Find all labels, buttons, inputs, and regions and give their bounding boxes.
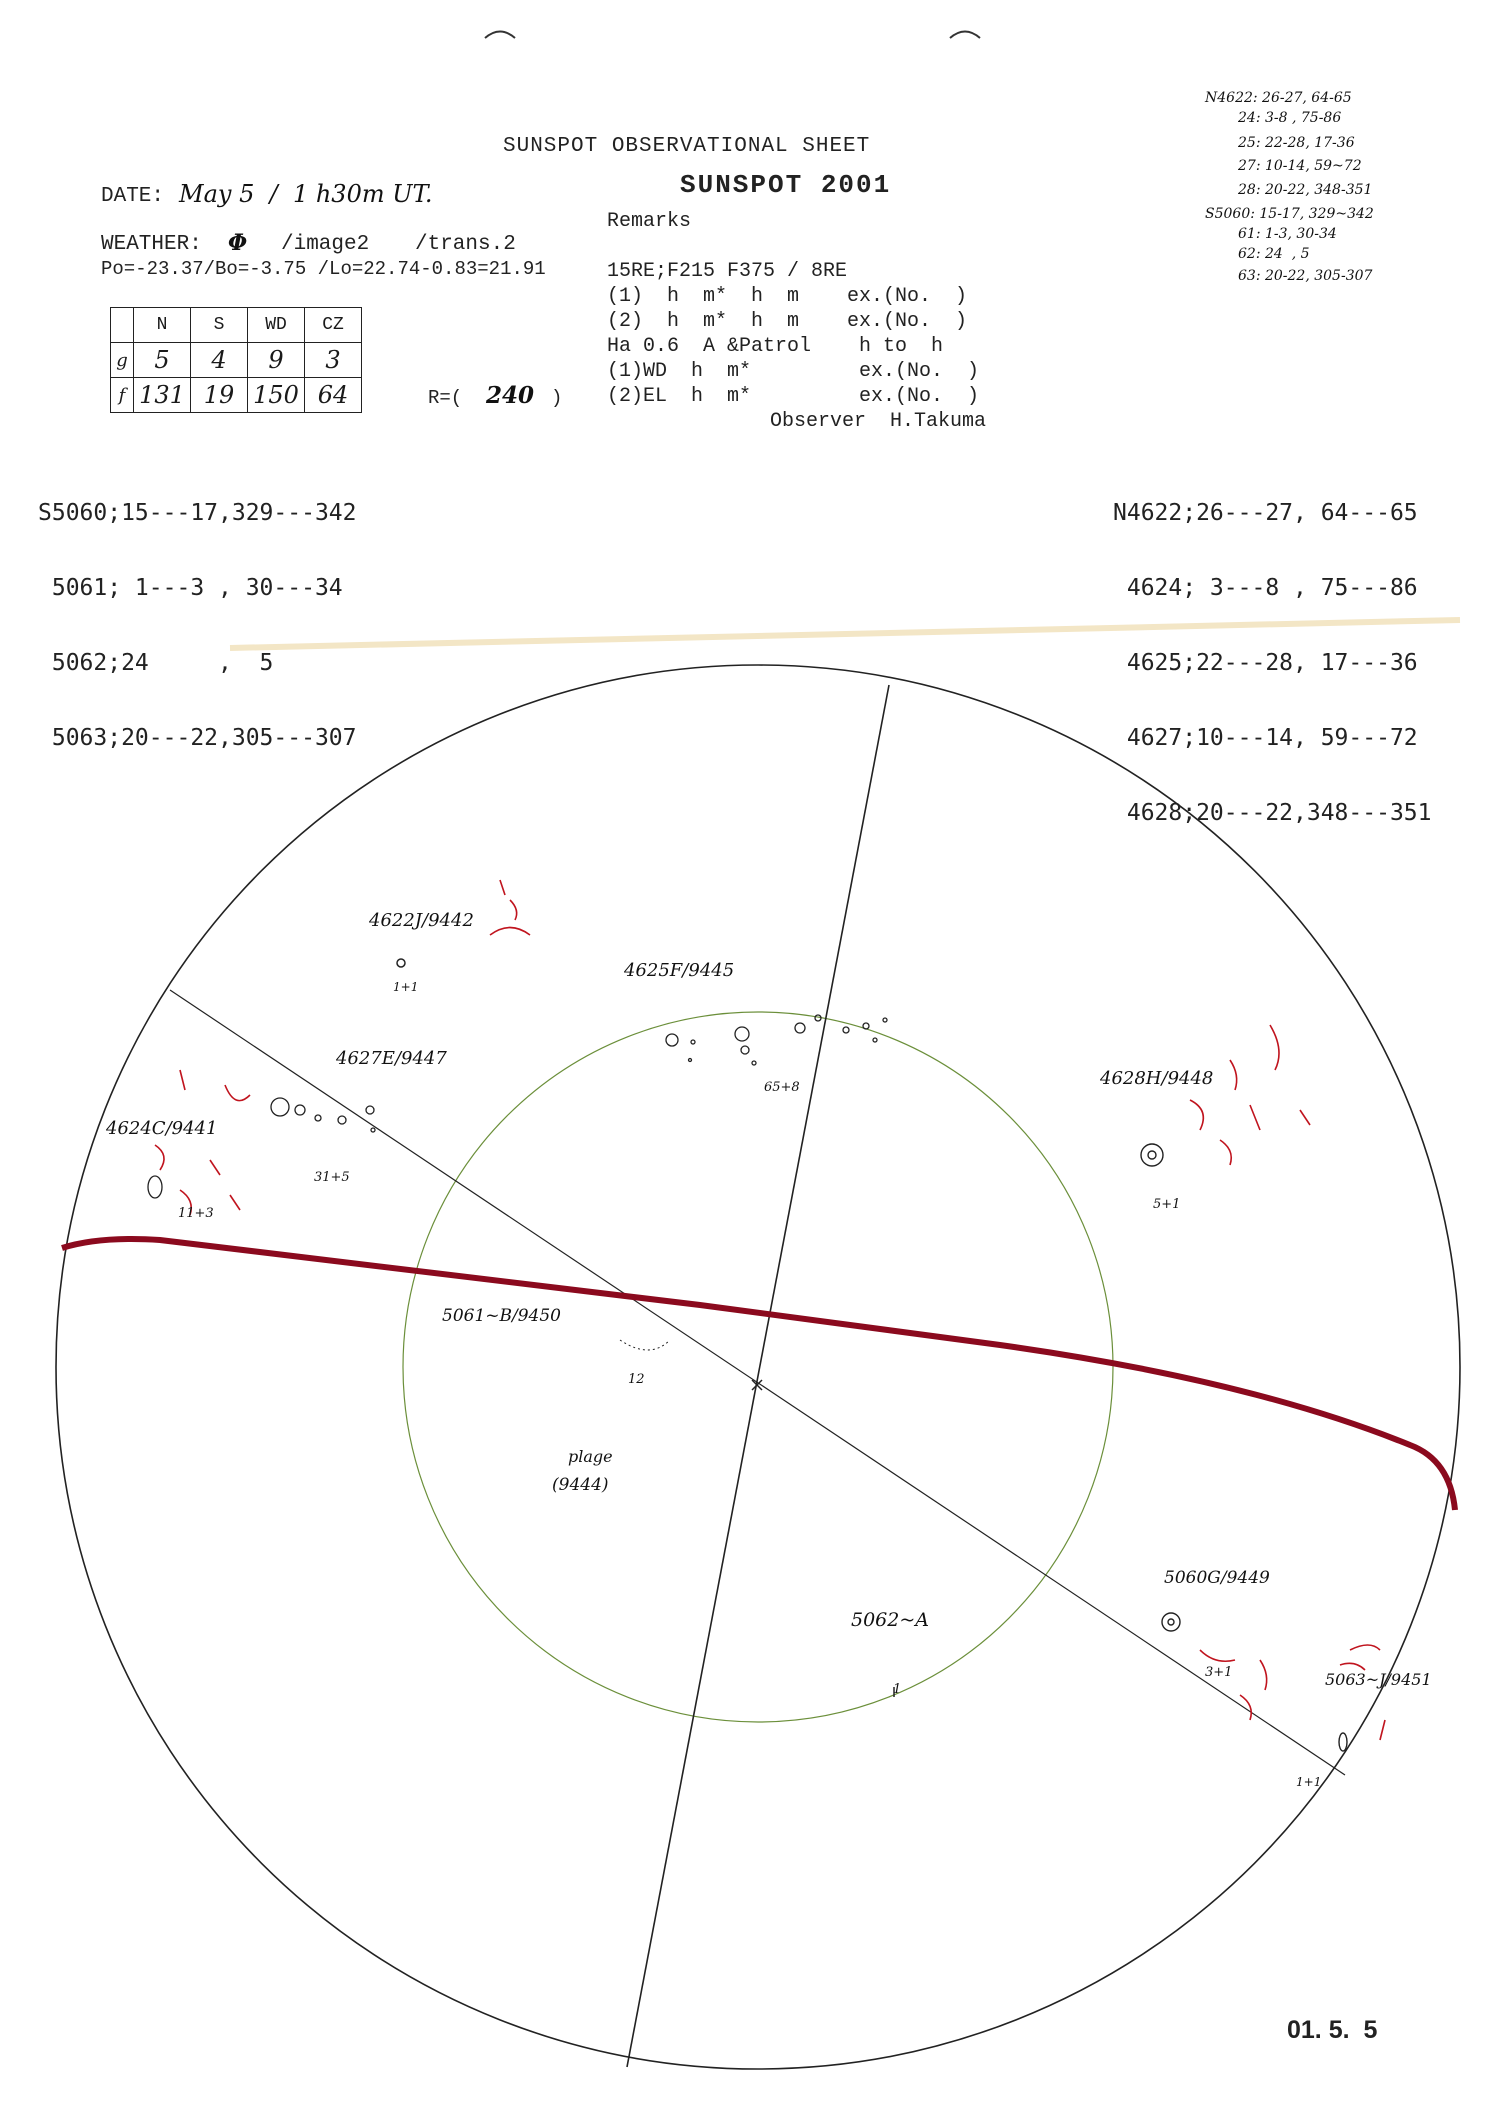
handwritten-note: 28: 20-22, 348-351 [1238,182,1373,198]
plage-label: plage [568,1447,613,1466]
binder-mark [485,32,515,39]
polar-axis [627,685,889,2067]
group-count-5060g: 3+1 [1205,1665,1233,1680]
handwritten-note: S5060: 15-17, 329~342 [1205,206,1374,222]
list-item: 5062;24 , 5 [38,650,274,676]
handwritten-note: 27: 10-14, 59~72 [1238,158,1362,174]
group-label-4625f: 4625F/9445 [624,960,735,981]
list-item: S5060;15---17,329---342 [38,500,357,526]
group-count-5062a: 1 [893,1682,902,1697]
col-header-wd: WD [248,308,305,343]
group-label-4622j: 4622J/9442 [369,910,474,931]
group-count-4624c: 11+3 [178,1206,214,1221]
remarks-line: 15RE;F215 F375 / 8RE [607,260,848,283]
group-count-5061b: 12 [628,1372,645,1387]
transparency: /trans.2 [415,233,516,256]
handwritten-note: 62: 24 , 5 [1238,246,1310,262]
group-label-5060g: 5060G/9449 [1164,1568,1270,1588]
table-cell: 64 [305,378,362,413]
group-label-5063j: 5063~J/9451 [1325,1670,1432,1689]
weather-label: WEATHER: [101,233,202,256]
spot-group-4624c [148,1176,162,1198]
group-label-4624c: 4624C/9441 [106,1118,218,1139]
table-cell: 9 [248,343,305,378]
footer-date-stamp: 01. 5. 5 [1287,2016,1378,2044]
list-item: 4628;20---22,348---351 [1113,800,1432,826]
table-cell: 4 [191,343,248,378]
remarks-line: (1) h m* h m ex.(No. ) [607,285,968,308]
r-value: 240 [486,382,535,409]
solar-limb [56,665,1460,2069]
handwritten-note: 61: 1-3, 30-34 [1238,226,1337,242]
list-item: 5063;20---22,305---307 [38,725,357,751]
group-count-4625f: 65+8 [764,1080,800,1095]
central-zone-circle [403,1012,1113,1722]
row-label-f: f [111,378,134,413]
remarks-line: (1)WD h m* ex.(No. ) [607,360,980,383]
group-label-4627e: 4627E/9447 [336,1048,447,1069]
remarks-line: Ha 0.6 A &Patrol h to h [607,335,944,358]
spot-group-5060g [1162,1613,1180,1631]
col-header-cz: CZ [305,308,362,343]
plage-region-number: (9444) [552,1475,609,1495]
r-close: ) [551,387,563,409]
reference-line [170,990,1345,1775]
spot-group-4628h [1141,1144,1163,1166]
group-count-4627e: 31+5 [314,1170,350,1185]
list-item: 4624; 3---8 , 75---86 [1113,575,1418,601]
spot-group-5061b [620,1340,670,1350]
spot-group-5063j [1339,1733,1347,1751]
observer-name: Observer H.Takuma [770,410,987,433]
col-header-s: S [191,308,248,343]
table-cell: 19 [191,378,248,413]
spot-group-4622j [397,959,405,967]
remarks-line: (2)EL h m* ex.(No. ) [607,385,980,408]
list-item: N4622;26---27, 64---65 [1113,500,1418,526]
group-count-5063j: 1+1 [1296,1775,1322,1789]
image-quality: /image2 [281,233,370,256]
weather-value: Φ [228,230,248,256]
r-label: R=( [428,387,463,409]
list-item: 5061; 1---3 , 30---34 [38,575,343,601]
group-label-5061b: 5061~B/9450 [442,1306,561,1326]
group-label-5062a: 5062~A [851,1609,929,1631]
spot-group-4625f [666,1015,887,1065]
group-label-4628h: 4628H/9448 [1100,1068,1214,1089]
table-cell: 5 [134,343,191,378]
list-item: 4627;10---14, 59---72 [1113,725,1418,751]
table-cell: 131 [134,378,191,413]
col-header-n: N [134,308,191,343]
group-count-4622j: 1+1 [393,980,419,994]
binder-mark [950,32,980,39]
sheet-title: SUNSPOT OBSERVATIONAL SHEET [503,135,871,158]
date-label: DATE: [101,185,165,208]
table-cell: 3 [305,343,362,378]
sheet-subtitle: SUNSPOT 2001 [680,170,892,200]
table-cell: 150 [248,378,305,413]
paper-fold [230,620,1460,648]
handwritten-note: 25: 22-28, 17-36 [1238,135,1355,151]
solar-angles: Po=-23.37/Bo=-3.75 /Lo=22.74-0.83=21.91 [101,258,546,280]
date-value: May 5 / 1 h30m UT. [179,180,433,208]
handwritten-note: 24: 3-8 , 75-86 [1238,110,1342,126]
handwritten-note: 63: 20-22, 305-307 [1238,268,1373,284]
row-label-g: g [111,343,134,378]
handwritten-note: N4622: 26-27, 64-65 [1205,90,1352,106]
spot-group-4627e [271,1098,375,1132]
list-item: 4625;22---28, 17---36 [1113,650,1418,676]
remarks-label: Remarks [607,210,692,233]
remarks-line: (2) h m* h m ex.(No. ) [607,310,968,333]
group-count-4628h: 5+1 [1153,1197,1181,1212]
